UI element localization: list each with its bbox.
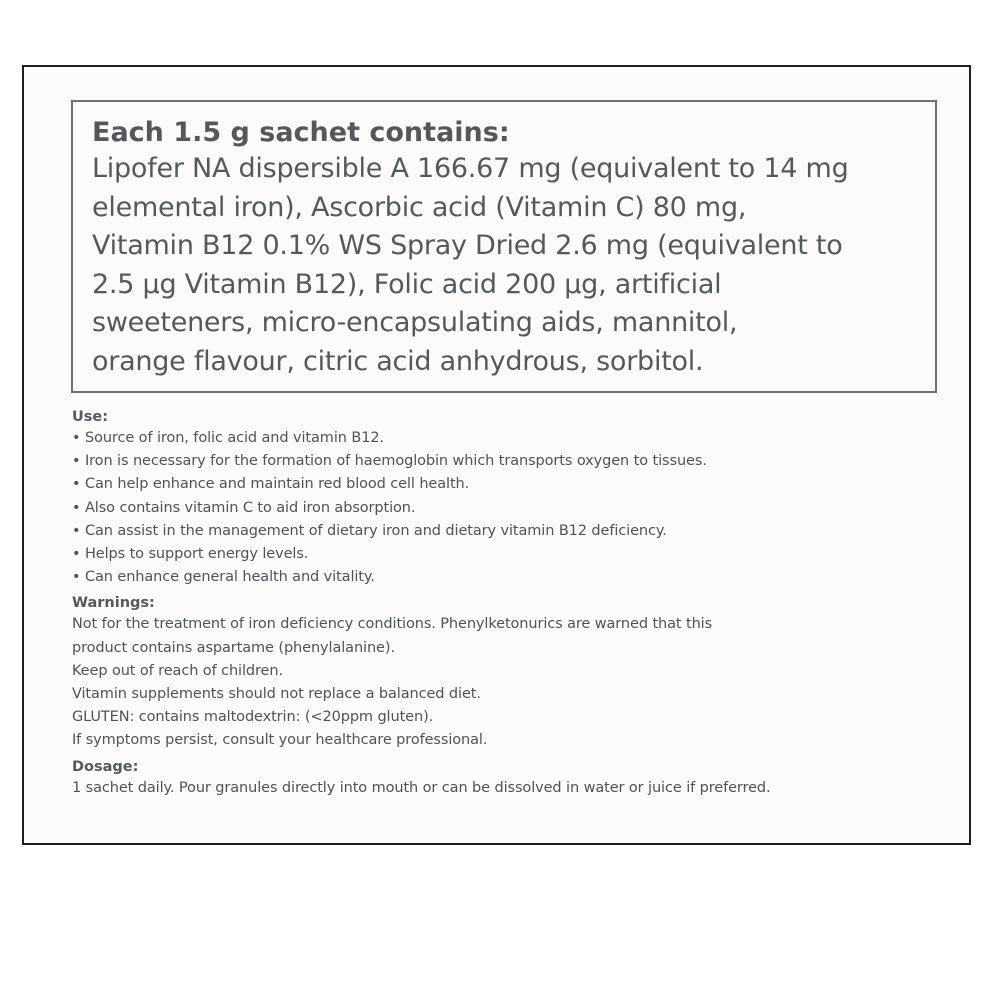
use-item: • Source of iron, folic acid and vitamin B12. — [72, 430, 384, 446]
use-item: • Can enhance general health and vitality. — [72, 569, 375, 586]
warning-line: Vitamin supplements should not replace a balanced diet. — [72, 686, 481, 703]
dosage-line: 1 sachet daily. Pour granules directly into mouth or can be dissolved in water or juice if preferred. — [72, 779, 771, 796]
ingredients-text — [92, 150, 917, 381]
label-panel — [22, 65, 971, 845]
use-item: • Can help enhance and maintain red blood cell health. — [72, 476, 470, 493]
ingredients-line: sweeteners, micro-encapsulating aids, mannitol, — [92, 307, 738, 338]
use-item: • Can assist in the management of dietary iron and dietary vitamin B12 deficiency. — [72, 522, 667, 539]
label-body — [72, 407, 952, 800]
ingredients-line: Vitamin B12 0.1% WS Spray Dried 2.6 mg (equivalent to — [92, 230, 843, 261]
use-item: • Also contains vitamin C to aid iron absorption. — [72, 499, 416, 516]
ingredients-line: elemental iron), Ascorbic acid (Vitamin C) 80 mg, — [92, 191, 747, 223]
warning-line: product contains aspartame (phenylalanine). — [72, 639, 395, 656]
warning-line: Not for the treatment of iron deficiency conditions. Phenylketonurics are warned that this — [72, 616, 713, 633]
ingredients-box — [71, 100, 937, 393]
use-item: • Iron is necessary for the formation of haemoglobin which transports oxygen to tissues. — [72, 453, 707, 470]
ingredients-line: orange flavour, citric acid anhydrous, sorbitol. — [92, 345, 704, 377]
dosage-heading: Dosage: — [72, 758, 139, 775]
use-heading: Use: — [72, 409, 109, 425]
use-item: • Helps to support energy levels. — [72, 546, 309, 563]
warning-line: GLUTEN: contains maltodextrin: (<20ppm gluten). — [72, 709, 434, 726]
warnings-heading: Warnings: — [72, 595, 155, 612]
ingredients-title: Each 1.5 g sachet contains: — [92, 117, 510, 148]
warning-line: If symptoms persist, consult your healthcare professional. — [72, 732, 488, 749]
ingredients-line: 2.5 µg Vitamin B12), Folic acid 200 µg, artificial — [92, 268, 722, 300]
warning-line: Keep out of reach of children. — [72, 662, 283, 679]
ingredients-line: Lipofer NA dispersible A 166.67 mg (equivalent to 14 mg — [92, 153, 849, 184]
